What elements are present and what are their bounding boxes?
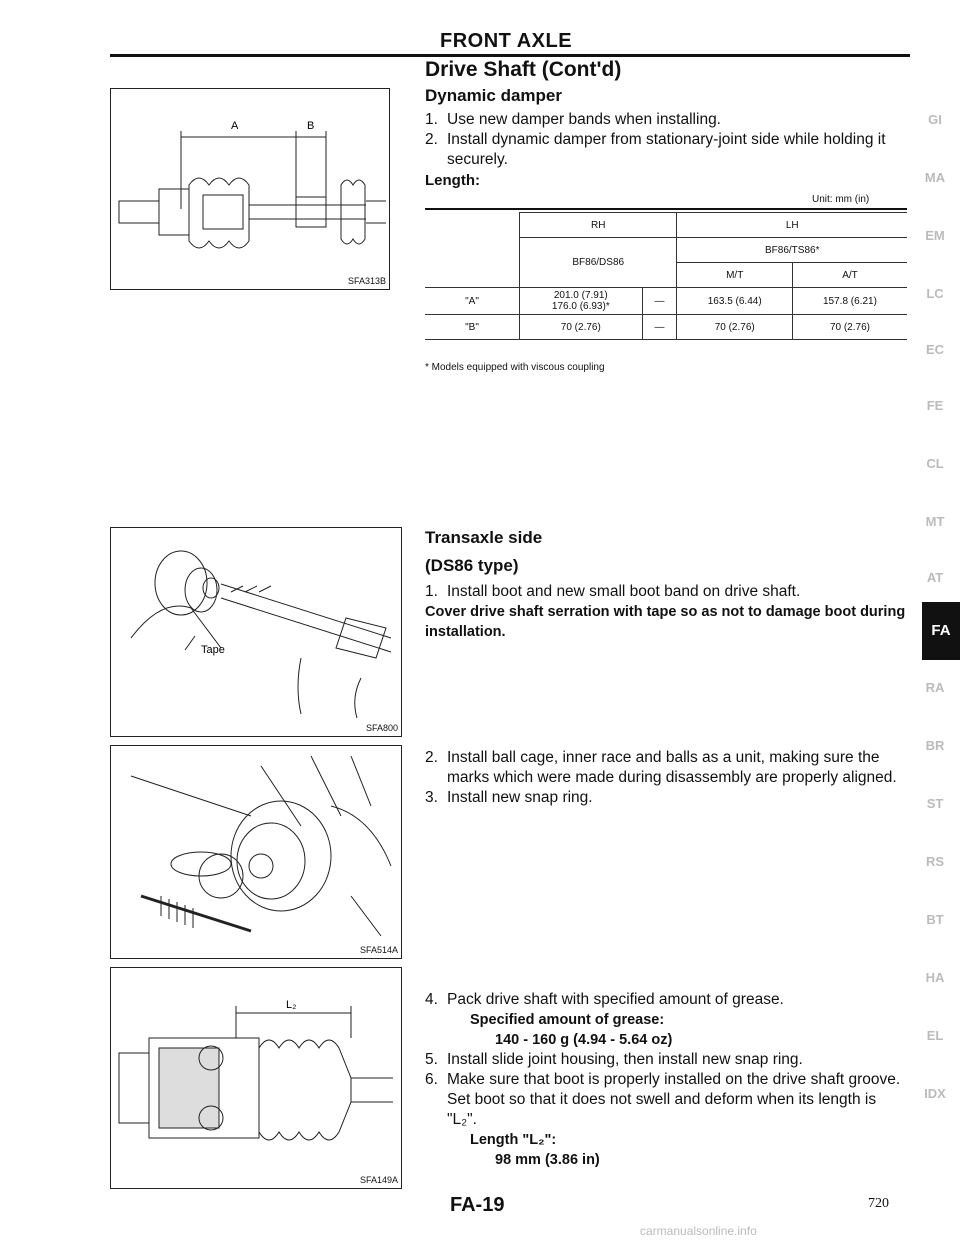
- dim-b-label: B: [307, 120, 315, 132]
- ball-cage-illustration: [111, 746, 401, 958]
- damper-length-table: [425, 212, 907, 340]
- table-footnote: * Models equipped with viscous coupling: [425, 362, 605, 373]
- step-number: 1.: [425, 111, 438, 128]
- boot-length-illustration: [111, 968, 401, 1188]
- boot-tape-illustration: [111, 528, 401, 736]
- list-item: [425, 110, 910, 130]
- figure-drive-shaft-damper: [110, 88, 390, 290]
- row-b-mt: 70 (2.76): [677, 315, 792, 340]
- table-top-rule: [425, 208, 907, 210]
- row-a-at: 157.8 (6.21): [792, 288, 907, 315]
- step-number: 5.: [425, 1051, 438, 1068]
- step-number: 4.: [425, 991, 438, 1008]
- tab-el[interactable]: EL: [926, 1028, 944, 1043]
- list-item: [425, 1070, 910, 1090]
- tab-ec[interactable]: EC: [925, 342, 945, 357]
- grease-spec-label: Specified amount of grease:: [470, 1012, 665, 1028]
- row-a-dash: —: [642, 288, 677, 315]
- tab-fe[interactable]: FE: [926, 398, 944, 413]
- figure-ball-cage-install: [110, 745, 402, 959]
- unit-label: Unit: mm (in): [812, 194, 870, 205]
- tab-rs[interactable]: RS: [925, 854, 945, 869]
- table-corner: [425, 213, 520, 288]
- damper-steps: [425, 110, 910, 170]
- step-text: Make sure that boot is properly installed on the drive shaft groove.: [447, 1071, 901, 1088]
- footer-section-number: FA-19: [450, 1194, 505, 1216]
- list-item: [425, 748, 910, 788]
- tab-ha[interactable]: HA: [925, 970, 945, 985]
- tab-ra[interactable]: RA: [925, 680, 945, 695]
- step-text: Install slide joint housing, then install new snap ring.: [447, 1051, 803, 1068]
- drive-shaft-damper-illustration: [111, 89, 389, 289]
- list-item: [425, 1050, 910, 1070]
- tab-idx[interactable]: IDX: [924, 1086, 946, 1101]
- step-text: Install dynamic damper from stationary-joint side while holding it securely.: [447, 131, 886, 168]
- step-text: Install new snap ring.: [447, 789, 593, 806]
- tab-br[interactable]: BR: [925, 738, 945, 753]
- steps-low: [425, 990, 910, 1170]
- header-bf86ds86: BF86/DS86: [520, 238, 677, 288]
- transaxle-subheading: (DS86 type): [425, 556, 519, 575]
- row-a-rh-std: 201.0 (7.91): [553, 290, 608, 301]
- tab-fa-active[interactable]: FA: [922, 602, 960, 660]
- footer-page-number: 720: [868, 1196, 889, 1211]
- grease-spec-value: 140 - 160 g (4.94 - 5.64 oz): [495, 1032, 673, 1048]
- watermark: carmanualsonline.info: [640, 1224, 757, 1238]
- header-rh: RH: [520, 213, 677, 238]
- figure-code: SFA313B: [347, 276, 386, 286]
- step-text: Install boot and new small boot band on drive shaft.: [447, 583, 801, 600]
- row-a-mt: 163.5 (6.44): [677, 288, 792, 315]
- header-at: A/T: [792, 263, 907, 288]
- row-a-label: "A": [425, 288, 520, 315]
- figure-code: SFA800: [365, 723, 398, 733]
- transaxle-heading: Transaxle side: [425, 528, 543, 547]
- step-number: 2.: [425, 749, 438, 766]
- header-bf86ts86: BF86/TS86*: [677, 238, 907, 263]
- row-a-rh: [520, 288, 643, 315]
- tape-label: Tape: [201, 644, 225, 656]
- caution-text: Cover drive shaft serration with tape so as not to damage boot during installation.: [425, 604, 906, 640]
- row-b-label: "B": [425, 315, 520, 340]
- row-b-rh: 70 (2.76): [520, 315, 643, 340]
- tab-mt[interactable]: MT: [925, 514, 945, 529]
- header-lh: LH: [677, 213, 907, 238]
- damper-heading: Dynamic damper: [425, 86, 562, 105]
- tab-at[interactable]: AT: [926, 570, 944, 585]
- list-item: [425, 788, 910, 808]
- figure-code: SFA149A: [359, 1175, 398, 1185]
- header-rule: [110, 54, 910, 57]
- steps-mid: [425, 748, 910, 808]
- tab-ma[interactable]: MA: [924, 170, 946, 185]
- transaxle-steps: [425, 582, 910, 642]
- list-item: [425, 582, 910, 602]
- figure-code: SFA514A: [359, 945, 398, 955]
- dim-a-label: A: [231, 120, 239, 132]
- section-title: Drive Shaft (Cont'd): [425, 58, 622, 81]
- step-text: Use new damper bands when installing.: [447, 111, 721, 128]
- row-a-rh-vc: 176.0 (6.93)*: [551, 301, 610, 312]
- l2-label: L₂: [286, 999, 297, 1011]
- step-note: Set boot so that it does not swell and deform when its length is "L₂".: [447, 1091, 877, 1128]
- step-number: 3.: [425, 789, 438, 806]
- tab-gi[interactable]: GI: [928, 112, 942, 127]
- list-item: [425, 990, 910, 1010]
- step-text: Pack drive shaft with specified amount of grease.: [447, 991, 784, 1008]
- length-label: Length:: [425, 172, 480, 189]
- length-l2-label: Length "L₂":: [470, 1132, 557, 1148]
- figure-boot-install: [110, 527, 402, 737]
- step-number: 6.: [425, 1071, 438, 1088]
- figure-boot-length: [110, 967, 402, 1189]
- length-l2-value: 98 mm (3.86 in): [495, 1152, 600, 1168]
- row-b-dash: —: [642, 315, 677, 340]
- step-text: Install ball cage, inner race and balls as a unit, making sure the marks which were made during disassembly are properly aligned.: [447, 749, 897, 786]
- tab-cl[interactable]: CL: [926, 456, 944, 471]
- page-header-title: FRONT AXLE: [440, 30, 573, 52]
- tab-lc[interactable]: LC: [926, 286, 944, 301]
- tab-bt[interactable]: BT: [926, 912, 944, 927]
- list-item: [425, 130, 910, 170]
- header-mt: M/T: [677, 263, 792, 288]
- step-number: 1.: [425, 583, 438, 600]
- step-number: 2.: [425, 131, 438, 148]
- tab-st[interactable]: ST: [926, 796, 944, 811]
- row-b-at: 70 (2.76): [792, 315, 907, 340]
- tab-em[interactable]: EM: [925, 228, 945, 243]
